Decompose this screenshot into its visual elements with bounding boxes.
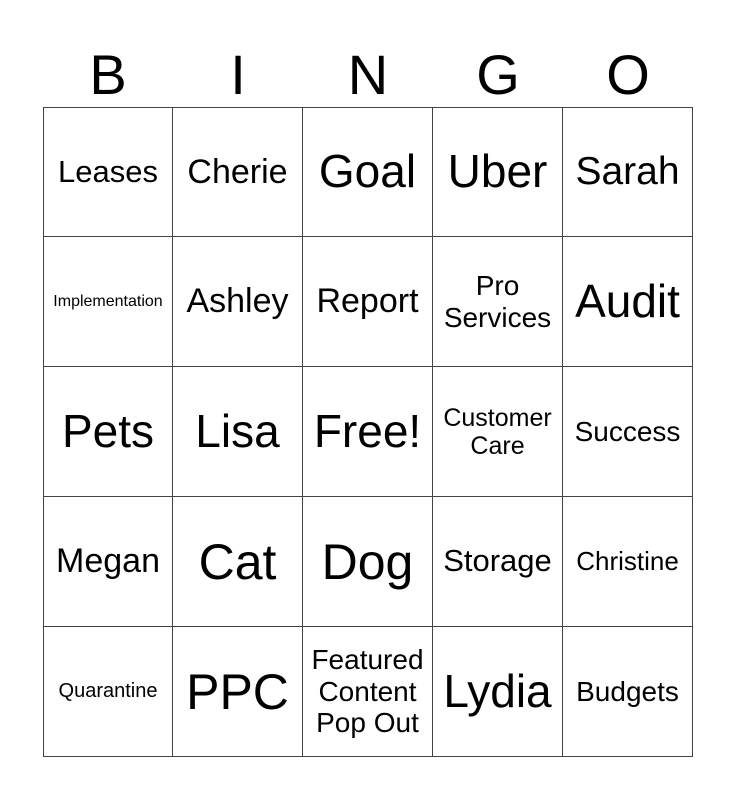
cell-label: Sarah	[575, 150, 680, 194]
cell-label: Ashley	[186, 282, 289, 321]
cell-label: Audit	[575, 274, 680, 327]
cell-label: Lisa	[195, 404, 280, 457]
bingo-cell[interactable]	[303, 367, 433, 497]
bingo-cell[interactable]	[173, 627, 303, 757]
bingo-cell[interactable]	[563, 367, 693, 497]
header-letter-i: I	[230, 43, 246, 106]
bingo-cell[interactable]	[303, 497, 433, 627]
header-letter-b: B	[89, 43, 127, 106]
cell-label: Megan	[56, 542, 160, 581]
bingo-header	[43, 44, 693, 106]
bingo-cell[interactable]	[563, 237, 693, 367]
bingo-cell[interactable]	[173, 237, 303, 367]
cell-label: Storage	[443, 543, 552, 579]
bingo-cell[interactable]	[303, 107, 433, 237]
header-letter-n: N	[347, 43, 389, 106]
bingo-cell[interactable]	[303, 237, 433, 367]
bingo-cell[interactable]	[43, 627, 173, 757]
cell-label: Pets	[61, 404, 155, 457]
cell-label: PPC	[186, 663, 289, 720]
cell-label: Quarantine	[58, 680, 158, 703]
cell-label: Lydia	[443, 664, 552, 717]
cell-label: Cherie	[187, 152, 288, 191]
cell-label: Dog	[321, 533, 414, 590]
bingo-cell[interactable]	[43, 237, 173, 367]
bingo-cell[interactable]	[43, 497, 173, 627]
cell-label: Pro Services	[443, 270, 552, 333]
bingo-cell[interactable]	[173, 367, 303, 497]
cell-label: Christine	[576, 545, 679, 576]
cell-label: Uber	[447, 145, 548, 198]
cell-label: Free!	[313, 404, 422, 457]
cell-label: Goal	[318, 145, 417, 198]
bingo-cell[interactable]	[43, 107, 173, 237]
cell-label: Budgets	[576, 675, 679, 707]
cell-label: Success	[574, 415, 681, 447]
bingo-cell[interactable]	[433, 627, 563, 757]
bingo-cell[interactable]	[173, 497, 303, 627]
cell-label: Featured Content Pop Out	[311, 644, 424, 739]
bingo-cell[interactable]	[563, 627, 693, 757]
header-letter-o: O	[606, 43, 650, 106]
bingo-cell[interactable]	[173, 107, 303, 237]
bingo-cell[interactable]	[563, 497, 693, 627]
bingo-cell[interactable]	[433, 107, 563, 237]
header-letter-g: G	[476, 43, 520, 106]
bingo-cell[interactable]	[563, 107, 693, 237]
cell-label: Report	[316, 282, 419, 321]
cell-label: Customer Care	[443, 403, 552, 460]
cell-label: Implementation	[53, 292, 163, 310]
bingo-cell[interactable]	[43, 367, 173, 497]
bingo-cell[interactable]	[433, 497, 563, 627]
bingo-cell[interactable]	[433, 367, 563, 497]
bingo-cell[interactable]	[433, 237, 563, 367]
cell-label: Cat	[198, 533, 277, 590]
bingo-cell[interactable]	[303, 627, 433, 757]
bingo-board	[43, 107, 693, 757]
cell-label: Leases	[58, 153, 158, 189]
